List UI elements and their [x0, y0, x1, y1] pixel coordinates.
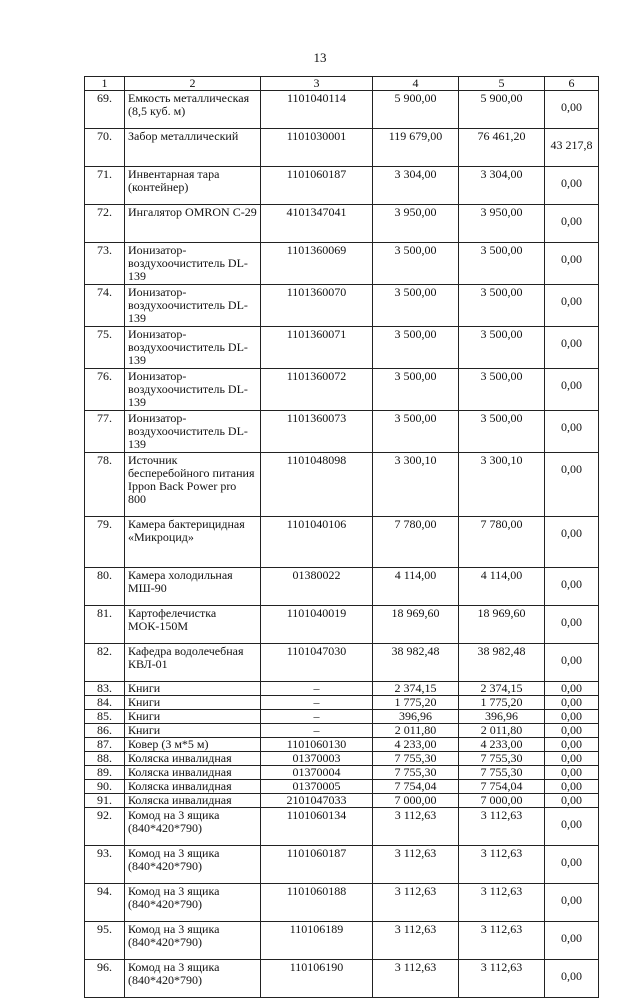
- residual-value: 0,00: [545, 846, 599, 884]
- item-number: 94.: [85, 884, 125, 922]
- item-name: Ингалятор OMRON С-29: [125, 205, 261, 243]
- column-header: 2: [125, 77, 261, 91]
- table-row: [85, 606, 599, 644]
- item-name: Забор металлический: [125, 129, 261, 167]
- initial-value: 7 755,30: [373, 766, 459, 780]
- inventory-code: 2101047033: [261, 794, 373, 808]
- table-row: [85, 766, 599, 780]
- item-number: 88.: [85, 752, 125, 766]
- item-number: 91.: [85, 794, 125, 808]
- inventory-code: 01370005: [261, 780, 373, 794]
- inventory-code: 110106190: [261, 960, 373, 998]
- table-row: [85, 710, 599, 724]
- table-row: [85, 129, 599, 167]
- residual-value: 0,00: [545, 606, 599, 644]
- item-number: 96.: [85, 960, 125, 998]
- residual-value: 0,00: [545, 794, 599, 808]
- residual-value: 0,00: [545, 696, 599, 710]
- inventory-code: 1101048098: [261, 453, 373, 517]
- inventory-code: 1101040114: [261, 91, 373, 129]
- item-name: Книги: [125, 696, 261, 710]
- residual-value: 0,00: [545, 205, 599, 243]
- depreciation-value: 3 112,63: [459, 884, 545, 922]
- table-row: [85, 644, 599, 682]
- table-row: [85, 167, 599, 205]
- depreciation-value: 2 011,80: [459, 724, 545, 738]
- table-header-row: [85, 77, 599, 91]
- depreciation-value: 4 233,00: [459, 738, 545, 752]
- initial-value: 38 982,48: [373, 644, 459, 682]
- item-number: 75.: [85, 327, 125, 369]
- initial-value: 7 754,04: [373, 780, 459, 794]
- inventory-code: 110106189: [261, 922, 373, 960]
- residual-value: 43 217,8: [545, 129, 599, 167]
- item-number: 80.: [85, 568, 125, 606]
- item-name: Ионизатор-воздухоочиститель DL-139: [125, 327, 261, 369]
- item-number: 73.: [85, 243, 125, 285]
- table-row: [85, 682, 599, 696]
- initial-value: 4 233,00: [373, 738, 459, 752]
- initial-value: 3 112,63: [373, 808, 459, 846]
- inventory-table: [84, 76, 599, 998]
- item-number: 69.: [85, 91, 125, 129]
- depreciation-value: 7 000,00: [459, 794, 545, 808]
- depreciation-value: 3 300,10: [459, 453, 545, 517]
- item-name: Ионизатор-воздухоочиститель DL-139: [125, 369, 261, 411]
- item-name: Источник бесперебойного питания Ippon Back Power pro 800: [125, 453, 261, 517]
- inventory-code: 4101347041: [261, 205, 373, 243]
- initial-value: 396,96: [373, 710, 459, 724]
- initial-value: 3 112,63: [373, 922, 459, 960]
- item-number: 89.: [85, 766, 125, 780]
- table-row: [85, 205, 599, 243]
- residual-value: 0,00: [545, 808, 599, 846]
- item-name: Кафедра водолечебная КВЛ-01: [125, 644, 261, 682]
- item-name: Комод на 3 ящика (840*420*790): [125, 884, 261, 922]
- item-number: 72.: [85, 205, 125, 243]
- inventory-code: 1101360070: [261, 285, 373, 327]
- depreciation-value: 3 112,63: [459, 922, 545, 960]
- item-name: Книги: [125, 682, 261, 696]
- page-number: 13: [313, 50, 327, 65]
- depreciation-value: 7 754,04: [459, 780, 545, 794]
- item-number: 71.: [85, 167, 125, 205]
- item-name: Коляска инвалидная: [125, 794, 261, 808]
- item-number: 82.: [85, 644, 125, 682]
- item-number: 70.: [85, 129, 125, 167]
- item-number: 93.: [85, 846, 125, 884]
- item-name: Комод на 3 ящика (840*420*790): [125, 922, 261, 960]
- depreciation-value: 3 112,63: [459, 960, 545, 998]
- item-name: Камера холодильная МШ-90: [125, 568, 261, 606]
- inventory-code: 1101040106: [261, 517, 373, 568]
- table-row: [85, 960, 599, 998]
- initial-value: 3 304,00: [373, 167, 459, 205]
- inventory-code: –: [261, 710, 373, 724]
- inventory-code: 01370004: [261, 766, 373, 780]
- inventory-code: 01380022: [261, 568, 373, 606]
- initial-value: 7 000,00: [373, 794, 459, 808]
- initial-value: 3 300,10: [373, 453, 459, 517]
- depreciation-value: 5 900,00: [459, 91, 545, 129]
- item-number: 95.: [85, 922, 125, 960]
- residual-value: 0,00: [545, 517, 599, 568]
- initial-value: 3 950,00: [373, 205, 459, 243]
- initial-value: 3 112,63: [373, 884, 459, 922]
- inventory-code: 1101360071: [261, 327, 373, 369]
- item-name: Книги: [125, 724, 261, 738]
- item-name: Книги: [125, 710, 261, 724]
- residual-value: 0,00: [545, 167, 599, 205]
- depreciation-value: 4 114,00: [459, 568, 545, 606]
- table-row: [85, 369, 599, 411]
- residual-value: 0,00: [545, 960, 599, 998]
- depreciation-value: 7 755,30: [459, 766, 545, 780]
- initial-value: 18 969,60: [373, 606, 459, 644]
- item-name: Ковер (3 м*5 м): [125, 738, 261, 752]
- item-number: 85.: [85, 710, 125, 724]
- item-number: 74.: [85, 285, 125, 327]
- depreciation-value: 396,96: [459, 710, 545, 724]
- item-number: 86.: [85, 724, 125, 738]
- item-name: Ионизатор-воздухоочиститель DL-139: [125, 243, 261, 285]
- item-number: 77.: [85, 411, 125, 453]
- residual-value: 0,00: [545, 568, 599, 606]
- inventory-code: 1101060187: [261, 846, 373, 884]
- table-row: [85, 285, 599, 327]
- depreciation-value: 2 374,15: [459, 682, 545, 696]
- item-name: Ионизатор-воздухоочиститель DL-139: [125, 285, 261, 327]
- item-name: Инвентарная тара (контейнер): [125, 167, 261, 205]
- initial-value: 5 900,00: [373, 91, 459, 129]
- table-row: [85, 780, 599, 794]
- column-header: 4: [373, 77, 459, 91]
- item-number: 92.: [85, 808, 125, 846]
- inventory-code: 1101060188: [261, 884, 373, 922]
- depreciation-value: 7 755,30: [459, 752, 545, 766]
- residual-value: 0,00: [545, 780, 599, 794]
- inventory-code: –: [261, 696, 373, 710]
- inventory-code: 1101360072: [261, 369, 373, 411]
- residual-value: 0,00: [545, 453, 599, 517]
- depreciation-value: 3 112,63: [459, 808, 545, 846]
- item-name: Ионизатор-воздухоочиститель DL-139: [125, 411, 261, 453]
- table-row: [85, 738, 599, 752]
- table-row: [85, 517, 599, 568]
- residual-value: 0,00: [545, 682, 599, 696]
- item-name: Коляска инвалидная: [125, 752, 261, 766]
- initial-value: 119 679,00: [373, 129, 459, 167]
- residual-value: 0,00: [545, 285, 599, 327]
- residual-value: 0,00: [545, 724, 599, 738]
- item-number: 83.: [85, 682, 125, 696]
- item-number: 78.: [85, 453, 125, 517]
- initial-value: 3 500,00: [373, 411, 459, 453]
- depreciation-value: 3 500,00: [459, 411, 545, 453]
- inventory-code: 1101047030: [261, 644, 373, 682]
- initial-value: 7 780,00: [373, 517, 459, 568]
- table-row: [85, 411, 599, 453]
- inventory-code: –: [261, 724, 373, 738]
- residual-value: 0,00: [545, 884, 599, 922]
- table-row: [85, 327, 599, 369]
- table-row: [85, 724, 599, 738]
- residual-value: 0,00: [545, 738, 599, 752]
- depreciation-value: 3 500,00: [459, 243, 545, 285]
- table-row: [85, 568, 599, 606]
- column-header: 5: [459, 77, 545, 91]
- inventory-code: 1101360069: [261, 243, 373, 285]
- item-number: 90.: [85, 780, 125, 794]
- item-name: Коляска инвалидная: [125, 766, 261, 780]
- residual-value: 0,00: [545, 710, 599, 724]
- depreciation-value: 76 461,20: [459, 129, 545, 167]
- depreciation-value: 3 112,63: [459, 846, 545, 884]
- residual-value: 0,00: [545, 369, 599, 411]
- residual-value: 0,00: [545, 243, 599, 285]
- residual-value: 0,00: [545, 411, 599, 453]
- initial-value: 2 011,80: [373, 724, 459, 738]
- item-number: 87.: [85, 738, 125, 752]
- depreciation-value: 18 969,60: [459, 606, 545, 644]
- inventory-code: 1101030001: [261, 129, 373, 167]
- initial-value: 3 500,00: [373, 327, 459, 369]
- table-row: [85, 696, 599, 710]
- residual-value: 0,00: [545, 91, 599, 129]
- item-number: 76.: [85, 369, 125, 411]
- depreciation-value: 38 982,48: [459, 644, 545, 682]
- residual-value: 0,00: [545, 766, 599, 780]
- initial-value: 3 112,63: [373, 846, 459, 884]
- item-number: 79.: [85, 517, 125, 568]
- item-number: 84.: [85, 696, 125, 710]
- table-row: [85, 922, 599, 960]
- initial-value: 3 112,63: [373, 960, 459, 998]
- residual-value: 0,00: [545, 327, 599, 369]
- inventory-code: 1101060134: [261, 808, 373, 846]
- item-name: Картофелечистка МОК-150М: [125, 606, 261, 644]
- table-row: [85, 752, 599, 766]
- initial-value: 4 114,00: [373, 568, 459, 606]
- depreciation-value: 3 950,00: [459, 205, 545, 243]
- depreciation-value: 3 500,00: [459, 369, 545, 411]
- item-name: Камера бактерицидная «Микроцид»: [125, 517, 261, 568]
- column-header: 1: [85, 77, 125, 91]
- initial-value: 1 775,20: [373, 696, 459, 710]
- residual-value: 0,00: [545, 922, 599, 960]
- depreciation-value: 7 780,00: [459, 517, 545, 568]
- table-row: [85, 846, 599, 884]
- depreciation-value: 3 304,00: [459, 167, 545, 205]
- item-name: Коляска инвалидная: [125, 780, 261, 794]
- table-row: [85, 243, 599, 285]
- table-row: [85, 884, 599, 922]
- column-header: 3: [261, 77, 373, 91]
- column-header: 6: [545, 77, 599, 91]
- depreciation-value: 3 500,00: [459, 327, 545, 369]
- table-row: [85, 808, 599, 846]
- initial-value: 2 374,15: [373, 682, 459, 696]
- initial-value: 3 500,00: [373, 243, 459, 285]
- item-name: Комод на 3 ящика (840*420*790): [125, 808, 261, 846]
- initial-value: 7 755,30: [373, 752, 459, 766]
- inventory-code: 1101360073: [261, 411, 373, 453]
- inventory-code: 1101040019: [261, 606, 373, 644]
- inventory-code: 1101060130: [261, 738, 373, 752]
- table-row: [85, 794, 599, 808]
- item-number: 81.: [85, 606, 125, 644]
- residual-value: 0,00: [545, 752, 599, 766]
- residual-value: 0,00: [545, 644, 599, 682]
- table-row: [85, 91, 599, 129]
- item-name: Комод на 3 ящика (840*420*790): [125, 960, 261, 998]
- item-name: Емкость металлическая (8,5 куб. м): [125, 91, 261, 129]
- inventory-code: –: [261, 682, 373, 696]
- item-name: Комод на 3 ящика (840*420*790): [125, 846, 261, 884]
- initial-value: 3 500,00: [373, 369, 459, 411]
- depreciation-value: 1 775,20: [459, 696, 545, 710]
- inventory-code: 01370003: [261, 752, 373, 766]
- table-row: [85, 453, 599, 517]
- inventory-code: 1101060187: [261, 167, 373, 205]
- initial-value: 3 500,00: [373, 285, 459, 327]
- depreciation-value: 3 500,00: [459, 285, 545, 327]
